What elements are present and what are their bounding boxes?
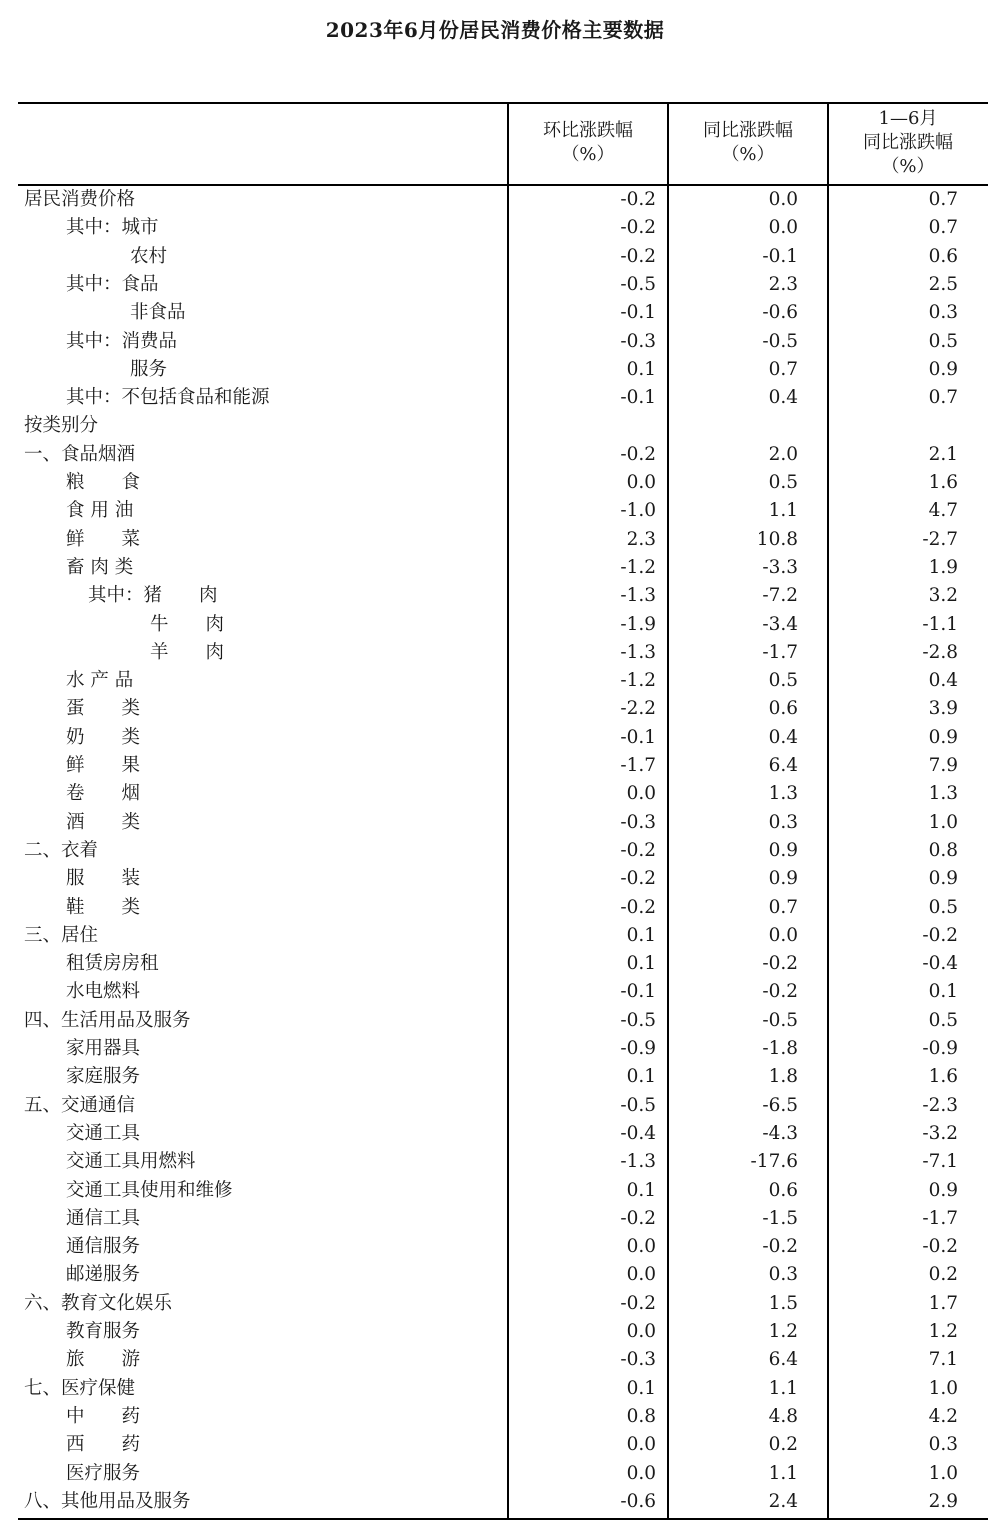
cell-yoy: -0.2 (762, 953, 798, 975)
cell-yoy: 6.4 (768, 1349, 798, 1371)
cell-ytd: 0.3 (928, 302, 958, 324)
cell-ytd: 0.9 (928, 726, 958, 748)
cell-yoy: -1.8 (762, 1038, 798, 1059)
cell-ytd: 0.3 (928, 1434, 958, 1456)
cell-ytd: 1.0 (928, 1377, 958, 1399)
row-label: 畜 肉 类 (66, 556, 134, 578)
table-row (18, 1488, 988, 1516)
row-label: 医疗服务 (66, 1462, 141, 1484)
cell-yoy: 1.5 (768, 1292, 798, 1314)
cell-ytd: -0.4 (922, 953, 958, 975)
cell-ytd: 0.2 (928, 1264, 958, 1286)
cell-yoy: 2.0 (768, 443, 798, 465)
cell-ytd: 0.5 (928, 330, 958, 352)
cell-mom: -0.1 (620, 387, 656, 409)
cell-yoy: 0.7 (768, 896, 798, 918)
table-row (18, 865, 988, 893)
row-label: 租赁房房租 (66, 953, 159, 975)
cell-yoy: 0.5 (768, 472, 798, 493)
table-row (18, 1205, 988, 1233)
table-row (18, 1120, 988, 1148)
row-label: 三、居住 (24, 924, 99, 946)
table-row (18, 1431, 988, 1459)
row-label: 农村 (130, 245, 168, 267)
cell-ytd: 1.0 (928, 811, 958, 833)
row-label: 鲜 果 (66, 755, 141, 776)
table-row (18, 780, 988, 808)
cell-ytd: -0.2 (922, 1236, 958, 1258)
cell-mom: -0.1 (620, 981, 656, 1003)
cell-ytd: 7.1 (928, 1349, 958, 1371)
cell-mom: -0.3 (620, 330, 656, 352)
header-ytd-line1: 1—6月 (878, 108, 938, 129)
table-row (18, 554, 988, 582)
table-row (18, 1148, 988, 1176)
table-row (18, 1092, 988, 1120)
row-label: 四、生活用品及服务 (24, 1009, 191, 1031)
row-label: 西 药 (66, 1434, 141, 1456)
cell-mom: -1.2 (620, 556, 656, 578)
cell-yoy: 0.0 (768, 924, 798, 946)
cell-mom: -1.3 (620, 641, 656, 663)
row-label: 按类别分 (24, 415, 99, 437)
row-label: 酒 类 (66, 811, 141, 833)
cell-mom: -1.0 (620, 500, 656, 522)
cell-ytd: -7.1 (922, 1151, 958, 1173)
cell-ytd: -2.8 (922, 641, 958, 663)
column-divider (667, 102, 669, 1518)
row-label: 家用器具 (66, 1038, 141, 1059)
cell-ytd: 0.8 (928, 839, 958, 861)
cell-ytd: -0.2 (922, 924, 958, 946)
cell-yoy: -0.2 (762, 981, 798, 1003)
table-row (18, 667, 988, 695)
cell-mom: -0.2 (620, 839, 656, 861)
cell-yoy: -1.5 (762, 1207, 798, 1229)
row-label: 旅 游 (66, 1349, 141, 1371)
cell-yoy: 0.6 (768, 698, 798, 720)
cell-yoy: 1.1 (768, 1462, 798, 1484)
cell-yoy: 0.0 (768, 217, 798, 239)
cell-yoy: -0.1 (762, 245, 798, 267)
cell-ytd: 0.9 (928, 1179, 958, 1201)
cell-yoy: 0.4 (768, 726, 798, 748)
cell-mom: 0.0 (626, 1321, 656, 1342)
cell-ytd: 1.7 (928, 1292, 958, 1314)
cell-ytd: 0.6 (928, 245, 958, 267)
cell-ytd: -3.2 (922, 1122, 958, 1144)
table-row (18, 1290, 988, 1318)
row-label: 其中：食品 (66, 273, 159, 295)
cell-ytd: -0.9 (922, 1038, 958, 1059)
header-mom (508, 102, 668, 184)
cell-yoy: 0.0 (768, 189, 798, 210)
table-row (18, 356, 988, 384)
row-label: 鲜 菜 (66, 528, 141, 550)
cell-mom: -0.2 (620, 896, 656, 918)
cell-mom: 0.1 (626, 1066, 656, 1088)
row-label: 通信服务 (66, 1236, 141, 1258)
table-row (18, 695, 988, 723)
cell-mom: 0.1 (626, 1179, 656, 1201)
cell-mom: -0.2 (620, 1207, 656, 1229)
cell-mom: 0.0 (626, 1434, 656, 1456)
cell-mom: 0.8 (626, 1405, 656, 1427)
table-row (18, 611, 988, 639)
cell-mom: -1.3 (620, 1151, 656, 1173)
cell-yoy: -6.5 (762, 1094, 798, 1116)
row-label: 交通工具使用和维修 (66, 1179, 233, 1201)
cell-yoy: -0.2 (762, 1236, 798, 1258)
table-row (18, 328, 988, 356)
cell-ytd: -2.3 (922, 1094, 958, 1116)
cell-ytd: 0.1 (928, 981, 958, 1003)
header-ytd (828, 102, 988, 184)
cell-yoy: -4.3 (762, 1122, 798, 1144)
cell-mom: -0.2 (620, 443, 656, 465)
row-label: 粮 食 (66, 472, 141, 493)
cell-mom: -0.3 (620, 811, 656, 833)
cell-mom: 0.0 (626, 472, 656, 493)
cell-ytd: 3.9 (928, 698, 958, 720)
row-label: 交通工具 (66, 1122, 141, 1144)
table-row (18, 299, 988, 327)
cell-yoy: -0.6 (762, 302, 798, 324)
cell-mom: -1.2 (620, 670, 656, 692)
cell-yoy: 0.5 (768, 670, 798, 692)
cell-mom: 0.0 (626, 1264, 656, 1286)
cell-mom: -0.1 (620, 726, 656, 748)
cell-yoy: 0.6 (768, 1179, 798, 1201)
cell-mom: 0.1 (626, 1377, 656, 1399)
header-mom-line2: （%） (561, 144, 615, 165)
row-label: 奶 类 (66, 726, 141, 748)
cell-mom: 0.0 (626, 1236, 656, 1258)
cell-yoy: -0.5 (762, 1009, 798, 1031)
table-row (18, 1233, 988, 1261)
row-label: 二、衣着 (24, 839, 99, 861)
row-label: 五、交通通信 (24, 1094, 136, 1116)
row-label: 羊 肉 (150, 641, 225, 663)
table-row (18, 1375, 988, 1403)
cell-mom: -2.2 (620, 698, 656, 720)
header-yoy (668, 102, 828, 184)
column-divider (827, 102, 829, 1518)
row-label: 邮递服务 (66, 1264, 141, 1286)
row-label: 通信工具 (66, 1207, 141, 1229)
cell-ytd: 0.7 (928, 189, 958, 210)
cell-mom: 0.0 (626, 1462, 656, 1484)
table-bottom-rule (18, 1518, 988, 1520)
row-label: 中 药 (66, 1405, 141, 1427)
cell-yoy: -1.7 (762, 641, 798, 663)
row-label: 服 装 (66, 868, 141, 890)
table-row (18, 639, 988, 667)
table-row (18, 412, 988, 440)
row-label: 七、医疗保健 (24, 1377, 136, 1399)
cell-ytd: 2.1 (928, 443, 958, 465)
table-row (18, 1261, 988, 1289)
cell-ytd: 7.9 (928, 755, 958, 776)
cell-mom: -0.2 (620, 189, 656, 210)
row-label: 卷 烟 (66, 783, 141, 805)
cell-ytd: -1.7 (922, 1207, 958, 1229)
table-row (18, 1318, 988, 1346)
cell-ytd: 0.4 (928, 670, 958, 692)
row-label: 水 产 品 (66, 670, 134, 692)
header-mom-line1: 环比涨跌幅 (543, 120, 633, 141)
table-row (18, 978, 988, 1006)
cell-yoy: -3.3 (762, 556, 798, 578)
header-yoy-line2: （%） (721, 144, 775, 165)
table-row (18, 1007, 988, 1035)
row-label: 牛 肉 (150, 613, 225, 635)
cell-yoy: 1.2 (768, 1321, 798, 1342)
cell-mom: -1.3 (620, 585, 656, 607)
cell-ytd: 4.2 (928, 1405, 958, 1427)
header-yoy-line1: 同比涨跌幅 (703, 120, 793, 141)
row-label: 一、食品烟酒 (24, 443, 136, 465)
cell-mom: -0.1 (620, 302, 656, 324)
cell-ytd: 1.6 (928, 1066, 958, 1088)
table-row (18, 1403, 988, 1431)
cell-mom: -0.4 (620, 1122, 656, 1144)
cell-ytd: 1.3 (928, 783, 958, 805)
cell-mom: 2.3 (626, 528, 656, 550)
table-row (18, 752, 988, 780)
table-row (18, 243, 988, 271)
table-row (18, 837, 988, 865)
cell-mom: -0.2 (620, 217, 656, 239)
cell-yoy: 2.4 (768, 1490, 798, 1512)
cell-yoy: 1.8 (768, 1066, 798, 1088)
row-label: 六、教育文化娱乐 (24, 1292, 173, 1314)
cell-yoy: -3.4 (762, 613, 798, 635)
cell-mom: -0.2 (620, 245, 656, 267)
cell-ytd: 1.9 (928, 556, 958, 578)
cell-mom: 0.1 (626, 953, 656, 975)
table-row (18, 582, 988, 610)
cell-mom: -0.5 (620, 273, 656, 295)
row-label: 蛋 类 (66, 698, 141, 720)
cell-yoy: 1.3 (768, 783, 798, 805)
table-row (18, 384, 988, 412)
cell-yoy: 10.8 (756, 528, 798, 550)
cell-yoy: 0.2 (768, 1434, 798, 1456)
table-row (18, 214, 988, 242)
table-row (18, 469, 988, 497)
cell-yoy: 2.3 (768, 273, 798, 295)
cell-yoy: 0.3 (768, 1264, 798, 1286)
table-row (18, 186, 988, 214)
cell-yoy: -17.6 (750, 1151, 798, 1173)
cell-ytd: 0.7 (928, 387, 958, 409)
row-label: 其中：不包括食品和能源 (66, 387, 270, 409)
cell-ytd: 0.7 (928, 217, 958, 239)
cell-mom: -0.6 (620, 1490, 656, 1512)
cell-yoy: -7.2 (762, 585, 798, 607)
row-label: 教育服务 (66, 1321, 141, 1342)
cell-yoy: 0.9 (768, 868, 798, 890)
row-label: 八、其他用品及服务 (24, 1490, 191, 1512)
cell-mom: -0.5 (620, 1009, 656, 1031)
cell-ytd: 2.9 (928, 1490, 958, 1512)
table-row (18, 1346, 988, 1374)
cell-mom: 0.0 (626, 783, 656, 805)
cell-ytd: 1.2 (928, 1321, 958, 1342)
cell-mom: -1.9 (620, 613, 656, 635)
row-label: 其中：消费品 (66, 330, 178, 352)
table-row (18, 497, 988, 525)
table-row (18, 922, 988, 950)
table-row (18, 1063, 988, 1091)
cell-mom: -0.2 (620, 868, 656, 890)
cell-yoy: 1.1 (768, 1377, 798, 1399)
cell-yoy: 4.8 (768, 1405, 798, 1427)
cell-mom: -0.9 (620, 1038, 656, 1059)
table-row (18, 1460, 988, 1488)
cell-mom: -0.3 (620, 1349, 656, 1371)
row-label: 非食品 (130, 302, 186, 324)
cell-ytd: 1.6 (928, 472, 958, 493)
row-label: 其中：城市 (66, 217, 159, 239)
row-label: 鞋 类 (66, 896, 141, 918)
cell-ytd: 1.0 (928, 1462, 958, 1484)
row-label: 服务 (130, 358, 168, 380)
cell-yoy: -0.5 (762, 330, 798, 352)
row-label: 交通工具用燃料 (66, 1151, 196, 1173)
table-row (18, 526, 988, 554)
table-row (18, 950, 988, 978)
cell-mom: 0.1 (626, 358, 656, 380)
header-ytd-line2: 同比涨跌幅 (863, 132, 953, 153)
cell-ytd: 0.5 (928, 896, 958, 918)
cell-yoy: 1.1 (768, 500, 798, 522)
cell-yoy: 0.4 (768, 387, 798, 409)
table-row (18, 441, 988, 469)
cell-mom: -0.2 (620, 1292, 656, 1314)
cell-ytd: 0.9 (928, 868, 958, 890)
cell-ytd: 2.5 (928, 273, 958, 295)
header-ytd-line3: （%） (881, 156, 935, 177)
row-label: 其中：猪 肉 (88, 585, 218, 607)
cell-ytd: 4.7 (928, 500, 958, 522)
row-label: 食 用 油 (66, 500, 134, 522)
table-row (18, 724, 988, 752)
cell-yoy: 0.7 (768, 358, 798, 380)
cell-ytd: -2.7 (922, 528, 958, 550)
cell-ytd: -1.1 (922, 613, 958, 635)
cell-ytd: 0.5 (928, 1009, 958, 1031)
table-row (18, 809, 988, 837)
table-row (18, 1035, 988, 1063)
row-label: 居民消费价格 (24, 189, 136, 210)
cell-yoy: 0.3 (768, 811, 798, 833)
cell-mom: -1.7 (620, 755, 656, 776)
page-title: 2023年6月份居民消费价格主要数据 (325, 18, 665, 42)
table-row (18, 271, 988, 299)
row-label: 家庭服务 (66, 1066, 141, 1088)
cell-ytd: 0.9 (928, 358, 958, 380)
cell-mom: 0.1 (626, 924, 656, 946)
column-divider (507, 102, 509, 1518)
row-label: 水电燃料 (66, 981, 141, 1003)
table-row (18, 1177, 988, 1205)
cell-yoy: 6.4 (768, 755, 798, 776)
cell-ytd: 3.2 (928, 585, 958, 607)
cell-mom: -0.5 (620, 1094, 656, 1116)
cell-yoy: 0.9 (768, 839, 798, 861)
table-row (18, 894, 988, 922)
